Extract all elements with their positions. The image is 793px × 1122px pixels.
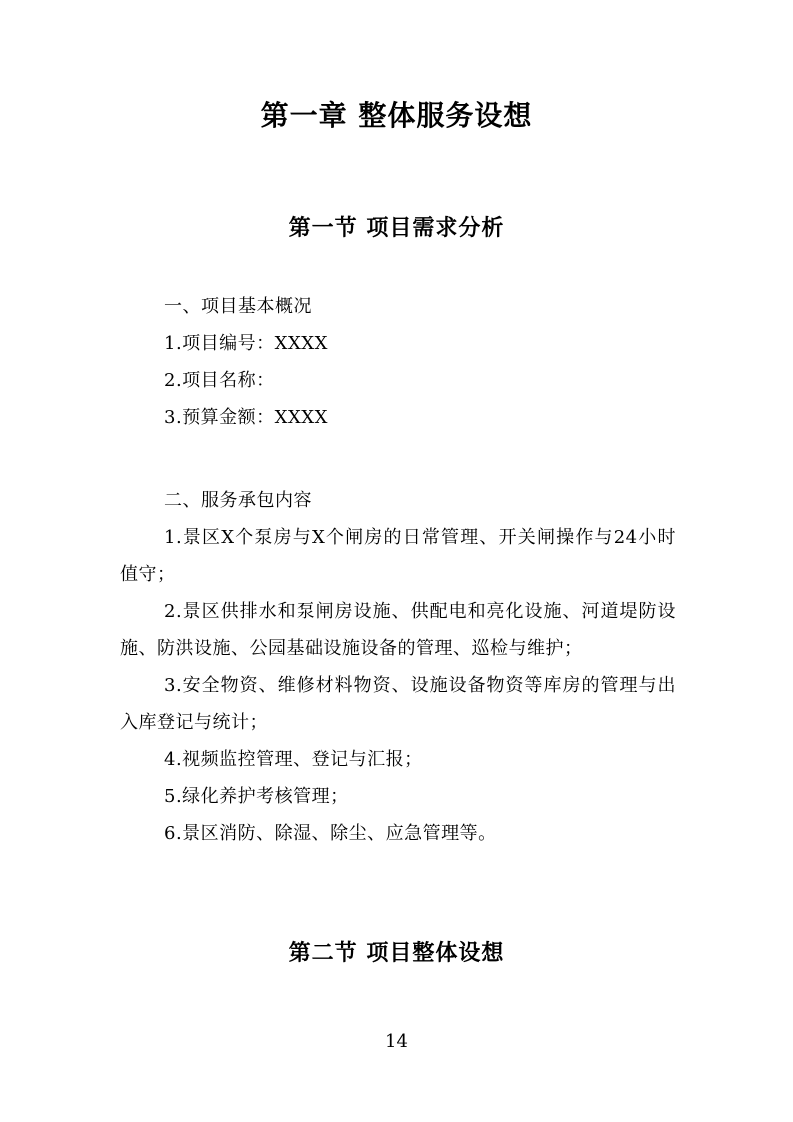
service-scope	[120, 482, 676, 852]
scope-item-5: 5.绿化养护考核管理；	[164, 786, 349, 807]
scope-item-4: 4.视频监控管理、登记与汇报；	[164, 749, 423, 770]
scope-item-1: 1.景区X个泵房与X个闸房的日常管理、开关闸操作与24小时值守；	[120, 527, 676, 585]
scope-item-6: 6.景区消防、除湿、除尘、应急管理等。	[164, 823, 497, 844]
overview-item-budget: 3.预算金额：XXXX	[164, 407, 328, 428]
section-title-requirements: 第一节 项目需求分析	[288, 216, 505, 241]
overview-heading: 一、项目基本概况	[164, 296, 312, 317]
overview-item-name: 2.项目名称：	[164, 370, 275, 391]
scope-item-2: 2.景区供排水和泵闸房设施、供配电和亮化设施、河道堤防设施、防洪设施、公园基础设施设备的管理、巡检与维护；	[120, 601, 676, 659]
chapter-title: 第一章 整体服务设想	[260, 99, 533, 132]
section-title-overall-plan: 第二节 项目整体设想	[288, 941, 505, 966]
page-number: 14	[385, 1031, 408, 1052]
project-overview	[120, 288, 676, 436]
scope-item-3: 3.安全物资、维修材料物资、设施设备物资等库房的管理与出入库登记与统计；	[120, 675, 676, 733]
scope-heading: 二、服务承包内容	[164, 490, 312, 511]
overview-item-number: 1.项目编号：XXXX	[164, 333, 328, 354]
